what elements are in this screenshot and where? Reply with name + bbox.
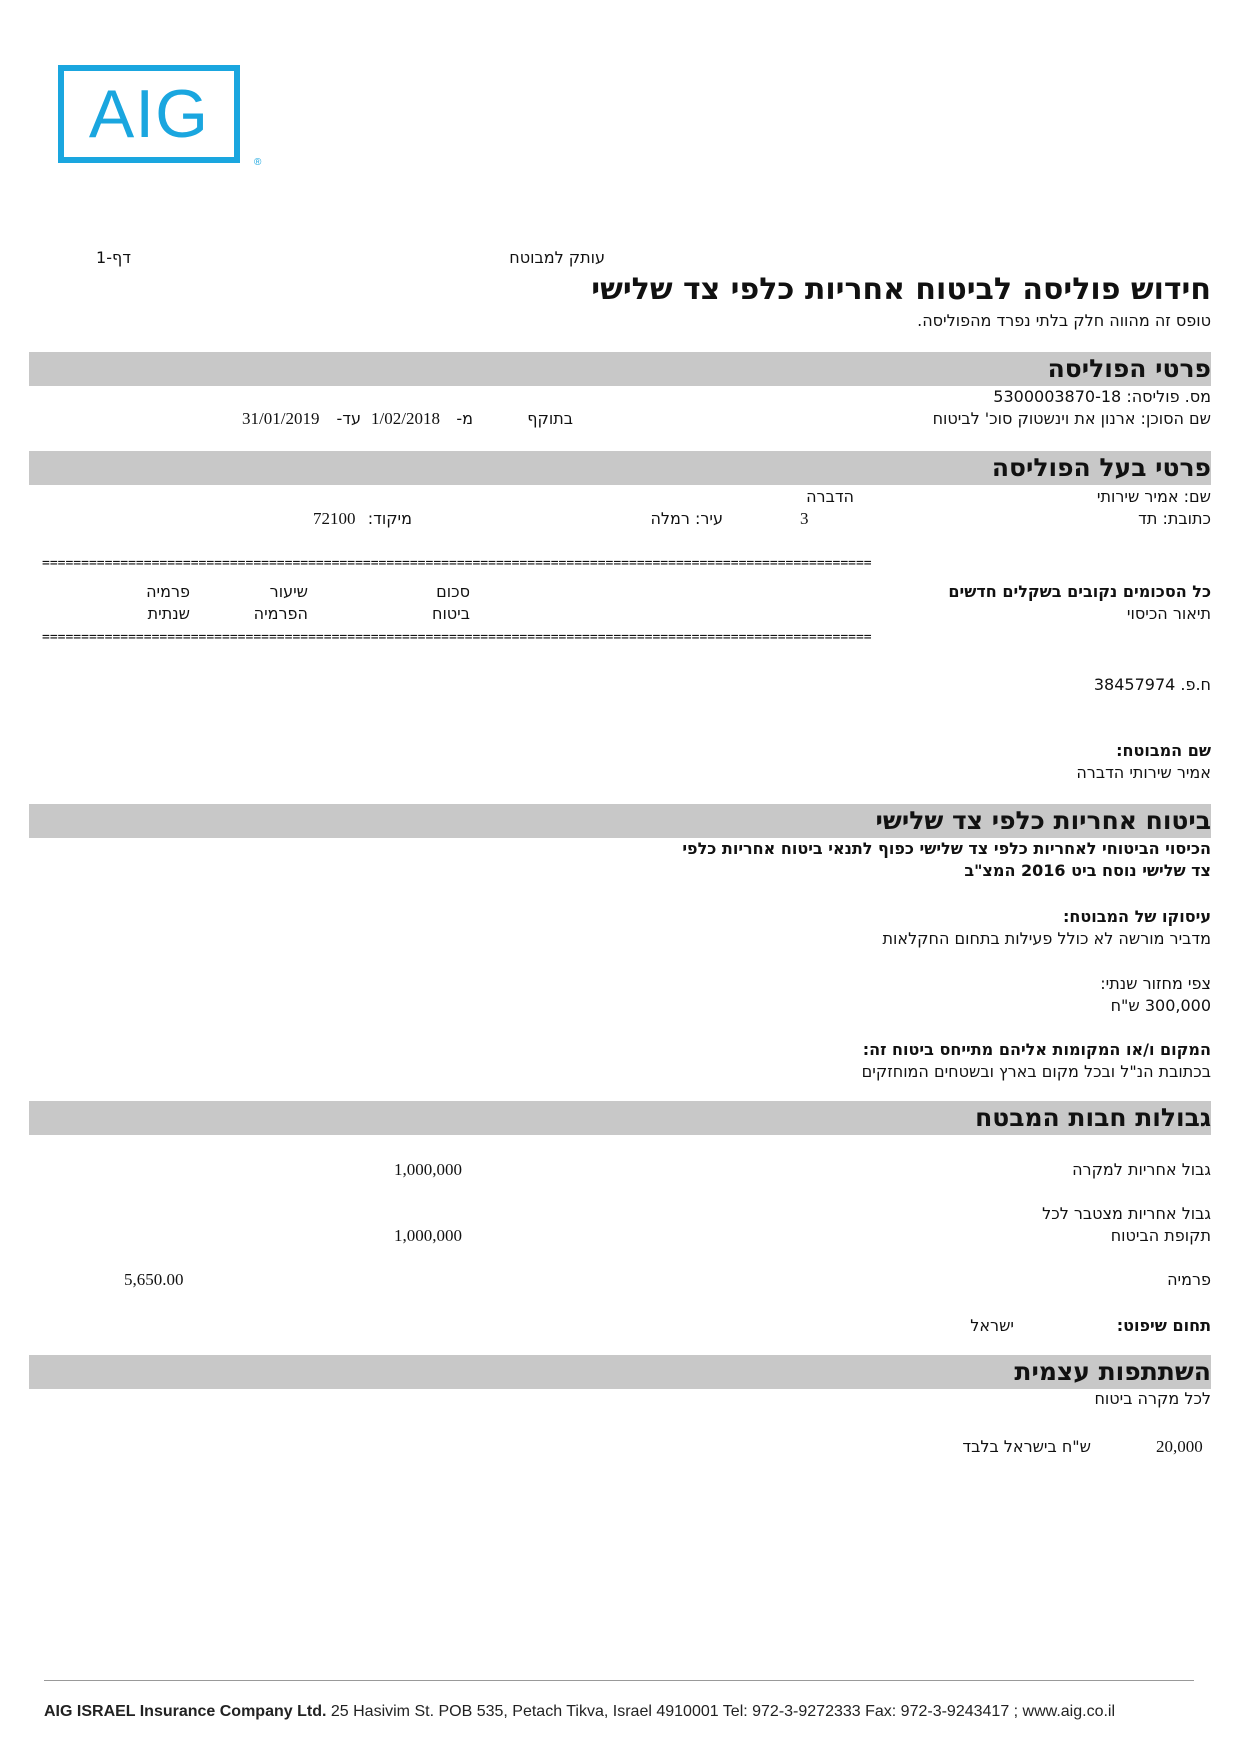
col-premium-line2: שנתית xyxy=(147,604,190,623)
footer-company: AIG ISRAEL Insurance Company Ltd. xyxy=(44,1703,327,1720)
to-date: 31/01/2019 xyxy=(242,409,320,428)
copy-label: עותק למבוטח xyxy=(509,248,605,267)
logo-text: AIG xyxy=(88,76,210,152)
business-value: מדביר מורשה לא כולל פעילות בתחום החקלאות xyxy=(882,929,1211,948)
holder-name: שם: אמיר שירותי xyxy=(1096,487,1211,506)
location-value: בכתובת הנ"ל ובכל מקום בארץ ובשטחים המוחזקים xyxy=(861,1062,1211,1081)
footer xyxy=(44,1703,1115,1721)
page-number: דף-1 xyxy=(96,248,131,267)
location-label: המקום ו/או המקומות אליהם מתייחס ביטוח זה: xyxy=(862,1040,1211,1059)
col-sum-line1: סכום xyxy=(436,582,470,601)
limits-title: גבולות חבות המבטח xyxy=(975,1103,1211,1132)
col-premium-line1: פרמיה xyxy=(146,582,190,601)
jurisdiction-value: ישראל xyxy=(970,1316,1014,1335)
deductible-note: ש"ח בישראל בלבד xyxy=(962,1437,1091,1456)
aggregate-line-2: תקופת הביטוח xyxy=(1110,1226,1211,1245)
deductible-amount: 20,000 xyxy=(1156,1437,1203,1456)
liability-title: ביטוח אחריות כלפי צד שלישי xyxy=(875,806,1211,835)
premium-value: 5,650.00 xyxy=(124,1270,184,1289)
policy-details-title: פרטי הפוליסה xyxy=(1047,354,1211,383)
zip-code: 72100 xyxy=(313,509,356,528)
premium-label: פרמיה xyxy=(1167,1270,1211,1289)
insured-name: אמיר שירותי הדברה xyxy=(1076,763,1211,782)
from-date: 1/02/2018 xyxy=(371,409,440,428)
turnover-value: 300,000 ש"ח xyxy=(1110,996,1211,1015)
separator-bottom: ========================================================================================================== xyxy=(42,630,872,645)
col-rate-line2: הפרמיה xyxy=(253,604,308,623)
col-rate-line1: שיעור xyxy=(269,582,308,601)
policy-details-band xyxy=(29,352,1211,386)
agent-name: שם הסוכן: ארנון את וינשטוק סוכ' לביטוח xyxy=(932,409,1211,428)
col-sum-line2: ביטוח xyxy=(431,604,470,623)
insured-label: שם המבוטח: xyxy=(1116,741,1211,760)
holder-address-number: 3 xyxy=(800,509,809,528)
holder-address: כתובת: תד xyxy=(1138,509,1211,528)
registered-mark: ® xyxy=(254,157,262,168)
valid-label: בתוקף xyxy=(527,409,573,428)
currency-note: כל הסכומים נקובים בשקלים חדשים xyxy=(948,582,1211,601)
aggregate-value: 1,000,000 xyxy=(394,1226,462,1245)
cover-line-1: הכיסוי הביטוחי לאחריות כלפי צד שלישי כפוף לתנאי ביטוח אחריות כלפי xyxy=(682,839,1211,858)
col-description: תיאור הכיסוי xyxy=(1126,604,1211,623)
to-label: עד- xyxy=(336,409,361,428)
separator-top: ========================================================================================================== xyxy=(42,556,872,571)
footer-divider xyxy=(44,1680,1194,1681)
jurisdiction-label: תחום שיפוט: xyxy=(1116,1316,1211,1335)
from-label: מ- xyxy=(456,409,473,428)
company-id: ח.פ. 38457974 xyxy=(1093,675,1211,694)
aggregate-line-1: גבול אחריות מצטבר לכל xyxy=(1042,1204,1211,1223)
footer-details: 25 Hasivim St. POB 535, Petach Tikva, Israel 4910001 Tel: 972-3-9272333 Fax: 972-3-9243417 ; www.aig.co.il xyxy=(330,1703,1116,1720)
holder-city: עיר: רמלה xyxy=(650,509,723,528)
cover-line-2: צד שלישי נוסח ביט 2016 המצ"ב xyxy=(964,861,1211,880)
deductible-per-event: לכל מקרה ביטוח xyxy=(1094,1389,1211,1408)
zip-label: מיקוד: xyxy=(367,509,412,528)
per-event-label: גבול אחריות למקרה xyxy=(1072,1160,1211,1179)
per-event-value: 1,000,000 xyxy=(394,1160,462,1179)
deductible-title: השתתפות עצמית xyxy=(1014,1357,1211,1386)
document-title: חידוש פוליסה לביטוח אחריות כלפי צד שלישי xyxy=(591,272,1211,307)
holder-name-cont: הדברה xyxy=(806,487,854,506)
turnover-label: צפי מחזור שנתי: xyxy=(1100,974,1211,993)
aig-logo xyxy=(58,65,240,163)
document-subtitle: טופס זה מהווה חלק בלתי נפרד מהפוליסה. xyxy=(917,311,1211,330)
policy-number: מס. פוליסה: 5300003870-18 xyxy=(993,387,1211,406)
holder-title: פרטי בעל הפוליסה xyxy=(991,453,1211,482)
business-label: עיסוקו של המבוטח: xyxy=(1062,907,1211,926)
